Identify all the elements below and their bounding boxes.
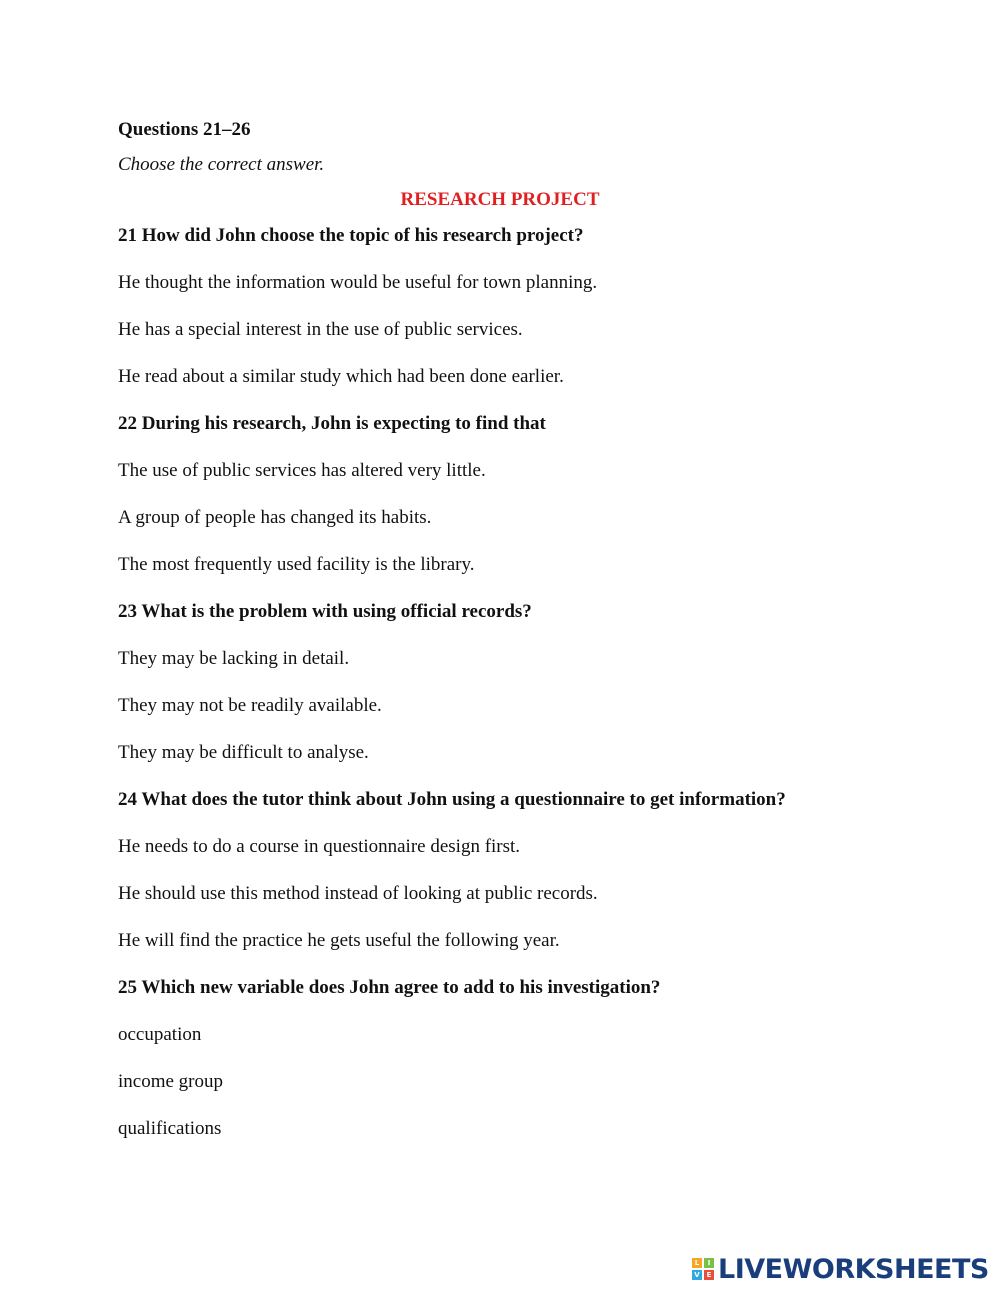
question-text: 25 Which new variable does John agree to add to his investigation? [118, 977, 661, 998]
answer-option[interactable]: qualifications [118, 1118, 222, 1139]
question-text: 23 What is the problem with using official records? [118, 601, 532, 622]
logo-text: LIVEWORKSHEETS [718, 1253, 989, 1285]
logo-icon-cell: I [704, 1258, 714, 1268]
section-heading: Questions 21–26 [118, 119, 251, 140]
answer-option[interactable]: He thought the information would be useful for town planning. [118, 272, 598, 293]
logo-icon [692, 1258, 714, 1280]
answer-option[interactable]: occupation [118, 1024, 202, 1045]
answer-option[interactable]: He should use this method instead of looking at public records. [118, 883, 598, 904]
answer-option[interactable]: income group [118, 1071, 224, 1092]
answer-option[interactable]: He will find the practice he gets useful the following year. [118, 930, 560, 951]
answer-option[interactable]: They may not be readily available. [118, 695, 382, 716]
answer-option[interactable]: He read about a similar study which had been done earlier. [118, 366, 564, 387]
question-text: 21 How did John choose the topic of his research project? [118, 225, 584, 246]
logo-icon-cell: L [692, 1258, 702, 1268]
question-text: 22 During his research, John is expecting to find that [118, 413, 546, 434]
answer-option[interactable]: A group of people has changed its habits. [118, 507, 432, 528]
question-text: 24 What does the tutor think about John using a questionnaire to get information? [118, 789, 786, 810]
answer-option[interactable]: He has a special interest in the use of public services. [118, 319, 523, 340]
answer-option[interactable]: They may be lacking in detail. [118, 648, 350, 669]
logo-icon-cell: V [692, 1270, 702, 1280]
logo-icon-cell: E [704, 1270, 714, 1280]
answer-option[interactable]: He needs to do a course in questionnaire design first. [118, 836, 521, 857]
answer-option[interactable]: They may be difficult to analyse. [118, 742, 369, 763]
answer-option[interactable]: The most frequently used facility is the library. [118, 554, 475, 575]
answer-option[interactable]: The use of public services has altered very little. [118, 460, 486, 481]
instruction-text: Choose the correct answer. [118, 154, 325, 175]
liveworksheets-logo [692, 1252, 989, 1286]
document-title: RESEARCH PROJECT [400, 189, 600, 210]
